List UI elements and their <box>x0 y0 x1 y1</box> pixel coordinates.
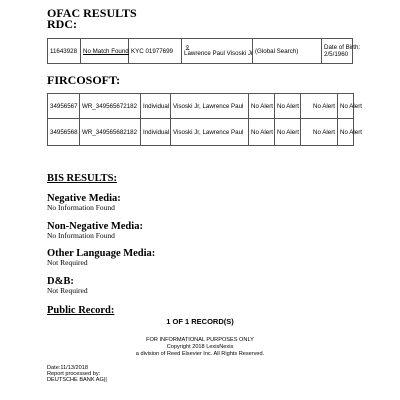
firco-name-cell: Visoski Jr, Lawrence Paul <box>171 119 249 146</box>
firco-alert-4-cell: No Alert <box>338 94 354 119</box>
firco-id-cell: 34956567 <box>48 94 80 119</box>
negative-media-value: No Information Found <box>47 203 115 212</box>
ofac-results-heading: OFAC RESULTS <box>47 6 137 20</box>
db-value: Not Required <box>47 286 88 295</box>
rdc-dob-value: 2/5/1960 <box>324 51 349 58</box>
non-negative-media-heading: Non-Negative Media: <box>47 221 143 232</box>
rdc-search-cell: (Global Search) <box>253 39 322 64</box>
report-processed-by: Report processed by: <box>47 371 101 377</box>
rdc-dob-label: Date of Birth: <box>324 44 361 51</box>
firco-alert-1-cell: No Alert <box>249 119 275 146</box>
firco-type-cell: Individual <box>141 119 171 146</box>
firco-alert-3-cell: No Alert <box>301 119 338 146</box>
rdc-kyc-cell: KYC 01977699 <box>129 39 182 64</box>
bis-results-heading: BIS RESULTS: <box>47 173 117 184</box>
firco-alert-2-cell: No Alert <box>275 94 301 119</box>
fircosoft-heading: FIRCOSOFT: <box>47 73 121 87</box>
record-count: 1 OF 1 RECORD(S) <box>166 317 234 326</box>
table-row <box>48 39 353 64</box>
fircosoft-table <box>47 93 363 146</box>
firco-name-cell: Visoski Jr, Lawrence Paul <box>171 94 249 119</box>
negative-media-heading: Negative Media: <box>47 193 121 204</box>
public-record-heading: Public Record: <box>47 305 115 316</box>
rdc-status-link[interactable]: No Match Found <box>81 39 129 64</box>
firco-type-cell: Individual <box>141 94 171 119</box>
footer-line-1: FOR INFORMATIONAL PURPOSES ONLY <box>146 337 254 343</box>
other-language-media-value: Not Required <box>47 258 88 267</box>
firco-ref-cell: WR_349565672182 <box>80 94 141 119</box>
footer-line-2: Copyright 2018 LexisNexis <box>166 344 234 350</box>
rdc-id-cell: 11643928 <box>48 39 81 64</box>
firco-alert-3-cell: No Alert <box>301 94 338 119</box>
footer-line-3: a division of Reed Elsevier Inc. All Rights Reserved. <box>135 351 265 357</box>
table-row <box>48 119 354 146</box>
rdc-name-cell <box>182 39 253 64</box>
firco-alert-4-cell: No Alert <box>338 119 354 146</box>
db-heading: D&B: <box>47 276 74 287</box>
non-negative-media-value: No Information Found <box>47 231 115 240</box>
rdc-table <box>47 38 361 64</box>
firco-ref-cell: WR_349565682182 <box>80 119 141 146</box>
report-organization: DEUTSCHE BANK AG|| <box>47 377 107 383</box>
table-row <box>48 94 354 119</box>
rdc-heading: RDC: <box>47 17 77 31</box>
firco-alert-2-cell: No Alert <box>275 119 301 146</box>
firco-alert-1-cell: No Alert <box>249 94 275 119</box>
rdc-name-text: Lawrence Paul Visoski Jr <box>184 50 254 57</box>
firco-id-cell: 34956568 <box>48 119 80 146</box>
rdc-dob-cell <box>322 39 361 64</box>
report-date: Date:11/13/2018 <box>47 365 88 371</box>
other-language-media-heading: Other Language Media: <box>47 248 156 259</box>
